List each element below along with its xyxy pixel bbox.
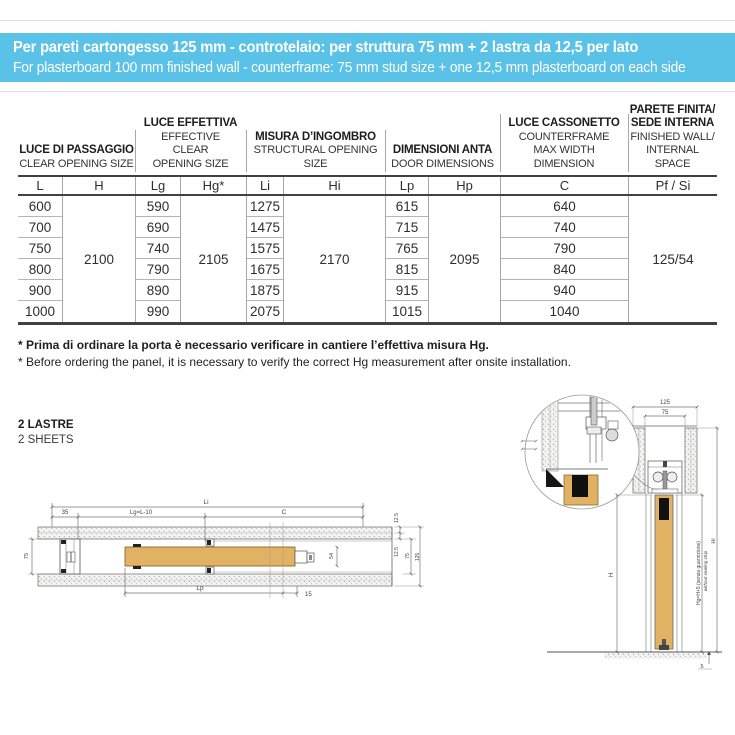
table-cell: 890	[136, 280, 180, 301]
dim-label-board2: 12.5	[394, 547, 400, 557]
merged-cell-H: 2100	[83, 251, 115, 267]
table-cell: 740	[501, 217, 628, 238]
group-title-it: LUCE CASSONETTO	[508, 117, 620, 129]
sheets-label-en: 2 SHEETS	[18, 433, 74, 446]
table-cell: 615	[386, 196, 428, 217]
section-rule	[0, 91, 735, 92]
group-title-en: FINISHED WALL/	[630, 130, 715, 143]
table-column-letters	[18, 175, 717, 196]
group-structural-opening	[246, 96, 385, 175]
col-letter-C: C	[500, 177, 628, 194]
table-cell: 1275	[247, 196, 283, 217]
dim-label-125: 125	[659, 400, 671, 406]
group-title-en: CLEAR OPENING SIZE	[19, 157, 134, 170]
table-cell: 800	[18, 259, 62, 280]
table-cell: 790	[501, 238, 628, 259]
table-cell: 1875	[247, 280, 283, 301]
footnote-it: * Prima di ordinare la porta è necessario verificare in cantiere l’effettiva misura Hg.	[18, 338, 489, 352]
plan-drawing	[8, 490, 500, 620]
table-cell: 640	[501, 196, 628, 217]
dim-label-75: 75	[24, 552, 30, 560]
sheets-label	[18, 418, 74, 447]
merged-cell-Hp: 2095	[449, 251, 480, 267]
col-letter-Hp: Hp	[428, 177, 500, 194]
column-Hi	[283, 196, 385, 322]
table-cell: 600	[18, 196, 62, 217]
dim-label-board1: 12.5	[394, 513, 400, 523]
table-cell: 2075	[249, 303, 281, 319]
dim-label-15: 15	[305, 592, 312, 598]
col-letter-Lp: Lp	[385, 177, 428, 194]
table-cell: 765	[386, 238, 428, 259]
group-door-dimensions	[385, 96, 500, 175]
column-L	[18, 196, 62, 322]
group-title-en: DIMENSION	[533, 157, 595, 170]
top-rule	[0, 20, 735, 21]
group-title-en: MAX WIDTH	[533, 144, 595, 156]
col-letter-Li: Li	[246, 177, 283, 194]
section-drawing	[512, 383, 735, 693]
dim-label-li: Li	[203, 499, 209, 506]
group-title-it: LUCE EFFETTIVA	[143, 117, 238, 129]
plan-wall-top	[38, 527, 392, 539]
footnotes	[18, 337, 571, 370]
group-title-en: INTERNAL SPACE	[646, 144, 699, 170]
sheets-label-it: 2 LASTRE	[18, 419, 74, 431]
door-panel-plan	[125, 544, 314, 569]
column-Lp	[385, 196, 428, 322]
dim-label-35: 35	[61, 510, 69, 516]
table-cell: 1475	[247, 217, 283, 238]
column-Lg	[135, 196, 180, 322]
dim-label-wall: 125	[415, 552, 421, 562]
col-letter-Hi: Hi	[283, 177, 385, 194]
dim-label-h: H	[609, 572, 615, 578]
table-cell: 1015	[391, 303, 423, 319]
table-cell: 715	[386, 217, 428, 238]
merged-cell-PfSi: 125/54	[652, 251, 694, 267]
group-effective-clear	[135, 96, 246, 175]
dim-label-hg: Hg=H+5 (senza guarnizione)	[696, 541, 702, 605]
dim-label-hg-en: without sealing strip	[703, 550, 708, 592]
banner-title-en: For plasterboard 100 mm finished wall - counterframe: 75 mm stud size + one 12,5 mm plasterboard on each side	[13, 60, 686, 76]
plan-wall-bottom	[38, 574, 392, 586]
merged-cell-Hg: 2105	[198, 251, 229, 267]
column-PfSi	[628, 196, 717, 322]
dim-label-lp: Lp	[196, 585, 204, 592]
table-cell: 1040	[549, 303, 580, 319]
table-cell: 740	[136, 238, 180, 259]
table-cell: 590	[136, 196, 180, 217]
col-letter-H: H	[62, 177, 135, 194]
group-title-en: EFFECTIVE	[161, 130, 220, 143]
merged-cell-Hi: 2170	[319, 251, 350, 267]
table-cell: 1000	[24, 303, 56, 319]
dimensions-table	[18, 96, 717, 325]
table-cell: 990	[146, 303, 170, 319]
table-cell: 915	[386, 280, 428, 301]
group-clear-opening	[18, 96, 135, 175]
floor	[547, 652, 722, 659]
column-H	[62, 196, 135, 322]
group-title-it: DIMENSIONI ANTA	[392, 144, 493, 156]
group-title-it: LUCE DI PASSAGGIO	[19, 144, 134, 156]
group-title-en: CLEAR	[172, 144, 209, 156]
table-group-header	[18, 96, 717, 175]
table-cell: 1575	[247, 238, 283, 259]
plan-jamb-profile	[60, 539, 80, 574]
group-title-it: PARETE FINITA/	[629, 103, 716, 116]
group-finished-wall	[628, 96, 717, 175]
group-title-en: STRUCTURAL OPENING SIZE	[253, 144, 378, 170]
footnote-en: * Before ordering the panel, it is necessary to verify the correct Hg measurement after onsite installation.	[18, 354, 571, 369]
group-title-en: DOOR DIMENSIONS	[391, 157, 494, 170]
column-Hp	[428, 196, 500, 322]
col-letter-L: L	[36, 178, 44, 193]
group-title-en: OPENING SIZE	[152, 157, 229, 170]
column-Hg	[180, 196, 246, 322]
table-cell: 790	[136, 259, 180, 280]
dim-label-c: C	[281, 509, 287, 516]
table-cell: 940	[501, 280, 628, 301]
banner-title-it: Per pareti cartongesso 125 mm - controtelaio: per struttura 75 mm + 2 lastra da 12,5 per lato	[13, 39, 639, 56]
group-title-en: COUNTERFRAME	[518, 130, 610, 143]
table-cell: 840	[501, 259, 628, 280]
dim-label-stud: 75	[405, 553, 411, 559]
column-Li	[246, 196, 283, 322]
table-cell: 900	[18, 280, 62, 301]
group-title-it: MISURA D’INGOMBRO	[255, 130, 376, 143]
table-cell: 700	[18, 217, 62, 238]
dim-label-gap5: 5	[700, 664, 704, 670]
column-C	[500, 196, 628, 322]
table-cell: 690	[136, 217, 180, 238]
table-cell: 815	[386, 259, 428, 280]
door-panel-section	[655, 495, 673, 650]
dim-label-hi: Hi	[711, 538, 717, 544]
col-letter-Lg: Lg	[135, 177, 180, 194]
group-counterframe	[500, 96, 628, 175]
col-letter-PfSi: Pf / Si	[628, 177, 717, 194]
table-cell: 1675	[247, 259, 283, 280]
dim-label-75: 75	[661, 410, 669, 416]
col-letter-Hg: Hg*	[180, 177, 246, 194]
dim-label-lg: Lg=L-10	[129, 510, 153, 516]
dim-label-54: 54	[329, 552, 335, 560]
table-body	[18, 196, 717, 325]
header-banner	[0, 33, 735, 82]
group-title-it: SEDE INTERNA	[630, 117, 715, 129]
table-cell: 750	[18, 238, 62, 259]
